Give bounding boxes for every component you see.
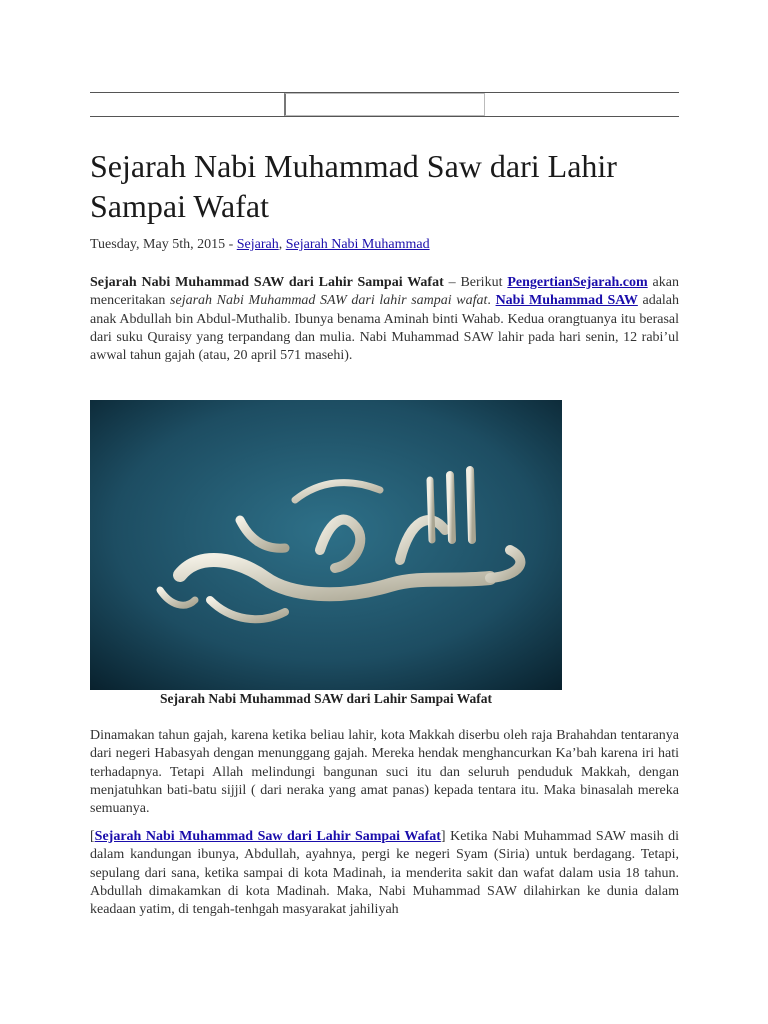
article-self-link[interactable]: Sejarah Nabi Muhammad Saw dari Lahir Sampai Wafat <box>94 829 441 844</box>
intro-paragraph <box>90 274 679 365</box>
article-title: Sejarah Nabi Muhammad Saw dari Lahir Sampai Wafat <box>90 148 617 224</box>
para3-text: Ketika Nabi Muhammad SAW masih di dalam kandungan ibunya, Abdullah, ayahnya, pergi ke negeri Syam (Siria) untuk berdagang. Tetapi, sepulang dari sana, ketika sampai di kota Madinah, ia menderita sakit dan wafat dalam usia 18 tahun. Abdullah dimakamkan di kota Madinah. Maka, Nabi Muhammad SAW dilahirkan ke dunia dalam keadaan yatim, di tengah-tenhgah masyarakat jahiliyah <box>90 829 679 918</box>
category-link-sejarah-nabi[interactable]: Sejarah Nabi Muhammad <box>285 237 430 252</box>
intro-after-site: akan menceritakan <box>90 275 679 309</box>
meta-separator: - <box>225 237 237 252</box>
bottom-rule <box>90 116 679 117</box>
body-paragraph-2: Dinamakan tahun gajah, karena ketika beliau lahir, kota Makkah diserbu oleh raja Brahahdan tentaranya dari negeri Habasyah dengan menunggang gajah. Mereka hendak menghancurkan Ka’bah karena iri hati terhadapnya. Tetapi Allah melindungi bangunan suci itu dan seluruh penduduk Makkah, dengan menjatuhkan bati-batu sijjil ( dari neraka yang amat panas) kepada tentara itu. Maka binasalah mereka semuanya. <box>90 728 679 817</box>
intro-rest: adalah anak Abdullah bin Abdul-Muthalib. Ibunya benama Aminah binti Wahab. Kedua orangtuanya itu berasal dari suku Quraisy yang terpandang dan mulia. Nabi Muhammad SAW lahir pada hari senin, 12 rabi’ul awwal tahun gajah (atau, 20 april 571 masehi). <box>90 293 680 364</box>
category-link-sejarah[interactable]: Sejarah <box>236 237 279 252</box>
body-paragraph-3 <box>90 828 679 919</box>
top-bar <box>90 92 679 118</box>
publish-date: Tuesday, May 5th, 2015 <box>90 237 226 252</box>
intro-lead: Sejarah Nabi Muhammad SAW dari Lahir Sampai Wafat <box>90 275 444 290</box>
intro-dash: – Berikut <box>443 275 508 290</box>
image-caption: Sejarah Nabi Muhammad SAW dari Lahir Sampai Wafat <box>160 691 492 706</box>
site-link[interactable]: PengertianSejarah.com <box>507 275 648 290</box>
article-meta <box>90 237 430 253</box>
intro-period: . <box>487 293 496 309</box>
meta-comma: , <box>278 237 286 252</box>
calligraphy-image <box>90 400 562 690</box>
intro-italic: sejarah Nabi Muhammad SAW dari lahir sampai wafat <box>170 293 488 309</box>
bracket-close: ] <box>440 829 446 844</box>
bracket-open: [ <box>90 829 95 844</box>
top-search-box[interactable] <box>284 93 485 116</box>
nabi-link[interactable]: Nabi Muhammad SAW <box>495 293 638 309</box>
